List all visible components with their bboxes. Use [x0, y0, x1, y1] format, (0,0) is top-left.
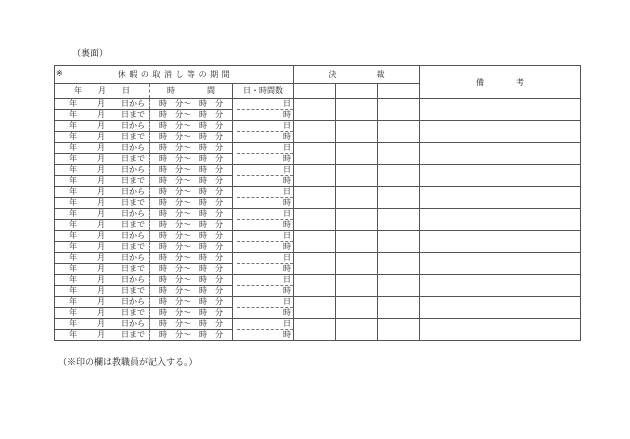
- day-from-label: 日から: [121, 297, 145, 306]
- date-cell[interactable]: [55, 187, 150, 198]
- time-range-cell[interactable]: 時 分～ 時 分: [150, 330, 233, 341]
- decision-cell[interactable]: [294, 99, 336, 121]
- remarks-cell[interactable]: [420, 297, 581, 319]
- decision-cell[interactable]: [294, 187, 336, 209]
- footnote: （※印の欄は教職員が記入する。）: [58, 358, 198, 368]
- decision-box-1[interactable]: [294, 84, 336, 99]
- table-row: [55, 253, 581, 264]
- table-row: [55, 165, 581, 176]
- day-from-label: 日から: [121, 165, 145, 174]
- time-range-cell[interactable]: 時 分～ 時 分: [150, 253, 233, 264]
- hour-count-cell[interactable]: 時: [233, 110, 294, 121]
- hour-count-cell[interactable]: 時: [233, 286, 294, 297]
- date-cell[interactable]: [55, 165, 150, 176]
- date-cell[interactable]: [55, 220, 150, 231]
- remarks-cell[interactable]: [420, 99, 581, 121]
- year-label: 年: [69, 242, 77, 251]
- time-range-cell[interactable]: 時 分～ 時 分: [150, 308, 233, 319]
- date-cell[interactable]: [55, 308, 150, 319]
- col-days: 日・時間数: [233, 84, 294, 99]
- day-to-label: 日まで: [121, 264, 145, 273]
- remarks-cell[interactable]: [420, 253, 581, 275]
- month-label: 月: [97, 297, 105, 306]
- year-label: 年: [69, 220, 77, 229]
- date-cell[interactable]: [55, 121, 150, 132]
- period-header: [55, 66, 294, 84]
- year-label: 年: [69, 143, 77, 152]
- date-cell[interactable]: [55, 253, 150, 264]
- month-label: 月: [97, 275, 105, 284]
- month-label: 月: [97, 143, 105, 152]
- date-cell[interactable]: [55, 154, 150, 165]
- date-cell[interactable]: [55, 231, 150, 242]
- date-cell[interactable]: [55, 198, 150, 209]
- day-from-label: 日から: [121, 231, 145, 240]
- day-from-label: 日から: [121, 319, 145, 328]
- month-label: 月: [97, 264, 105, 273]
- page-caption: （裏面）: [72, 49, 109, 59]
- time-range-cell[interactable]: 時 分～ 時 分: [150, 99, 233, 110]
- year-label: 年: [69, 297, 77, 306]
- decision-cell[interactable]: [378, 187, 420, 209]
- month-label: 月: [97, 198, 105, 207]
- decision-cell[interactable]: [294, 253, 336, 275]
- decision-cell[interactable]: [336, 143, 378, 165]
- month-label: 月: [97, 165, 105, 174]
- date-cell[interactable]: [55, 297, 150, 308]
- time-range-cell[interactable]: 時 分～ 時 分: [150, 297, 233, 308]
- day-count-cell[interactable]: 日: [233, 165, 294, 176]
- decision-cell[interactable]: [378, 231, 420, 253]
- hour-count-cell[interactable]: 時: [233, 220, 294, 231]
- month-label: 月: [97, 110, 105, 119]
- month-label: 月: [97, 319, 105, 328]
- decision-cell[interactable]: [294, 231, 336, 253]
- remarks-cell[interactable]: [420, 165, 581, 187]
- year-label: 年: [69, 209, 77, 218]
- month-label: 月: [97, 242, 105, 251]
- leave-cancellation-form: [54, 65, 581, 341]
- year-label: 年: [69, 231, 77, 240]
- time-range-cell[interactable]: 時 分～ 時 分: [150, 110, 233, 121]
- decision-cell[interactable]: [294, 165, 336, 187]
- table-row: [55, 275, 581, 286]
- hour-count-cell[interactable]: 時: [233, 242, 294, 253]
- decision-cell[interactable]: [378, 209, 420, 231]
- year-label: 年: [69, 308, 77, 317]
- month-label: 月: [97, 187, 105, 196]
- day-from-label: 日から: [121, 187, 145, 196]
- day-to-label: 日まで: [121, 330, 145, 339]
- date-cell[interactable]: [55, 209, 150, 220]
- date-cell[interactable]: [55, 176, 150, 187]
- hour-count-cell[interactable]: 時: [233, 264, 294, 275]
- decision-cell[interactable]: [378, 165, 420, 187]
- remarks-header: 備 考: [420, 66, 581, 99]
- decision-cell[interactable]: [378, 121, 420, 143]
- date-cell[interactable]: [55, 319, 150, 330]
- day-count-cell[interactable]: 日: [233, 143, 294, 154]
- time-range-cell[interactable]: 時 分～ 時 分: [150, 275, 233, 286]
- time-range-cell[interactable]: 時 分～ 時 分: [150, 220, 233, 231]
- decision-cell[interactable]: [336, 99, 378, 121]
- decision-cell[interactable]: [294, 297, 336, 319]
- date-cell[interactable]: [55, 275, 150, 286]
- month-label: 月: [97, 154, 105, 163]
- remarks-cell[interactable]: [420, 231, 581, 253]
- time-range-cell[interactable]: 時 分～ 時 分: [150, 165, 233, 176]
- day-to-label: 日まで: [121, 308, 145, 317]
- day-from-label: 日から: [121, 209, 145, 218]
- table-row: [55, 209, 581, 220]
- table-row: [55, 121, 581, 132]
- decision-cell[interactable]: [336, 297, 378, 319]
- table-row: [55, 143, 581, 154]
- day-from-label: 日から: [121, 99, 145, 108]
- decision-cell[interactable]: [336, 253, 378, 275]
- decision-cell[interactable]: [294, 209, 336, 231]
- year-label: 年: [69, 286, 77, 295]
- hour-count-cell[interactable]: 時: [233, 176, 294, 187]
- year-label: 年: [69, 275, 77, 284]
- time-range-cell[interactable]: 時 分～ 時 分: [150, 319, 233, 330]
- decision-cell[interactable]: [336, 275, 378, 297]
- year-label: 年: [69, 198, 77, 207]
- day-count-cell[interactable]: 日: [233, 297, 294, 308]
- decision-box-3[interactable]: [378, 84, 420, 99]
- table-row: [55, 187, 581, 198]
- year-label: 年: [69, 330, 77, 339]
- decision-header: 決 裁: [294, 66, 420, 84]
- day-count-cell[interactable]: 日: [233, 187, 294, 198]
- month-label: 月: [97, 231, 105, 240]
- decision-cell[interactable]: [378, 275, 420, 297]
- day-count-cell[interactable]: 日: [233, 231, 294, 242]
- year-label: 年: [69, 165, 77, 174]
- day-count-cell[interactable]: 日: [233, 99, 294, 110]
- decision-cell[interactable]: [378, 253, 420, 275]
- month-label: 月: [97, 253, 105, 262]
- month-label: 月: [97, 209, 105, 218]
- date-cell[interactable]: [55, 242, 150, 253]
- time-range-cell[interactable]: 時 分～ 時 分: [150, 154, 233, 165]
- time-range-cell[interactable]: 時 分～ 時 分: [150, 264, 233, 275]
- decision-cell[interactable]: [336, 121, 378, 143]
- period-title: 休 暇 の 取 消 し 等 の 期 間: [117, 70, 231, 79]
- day-count-cell[interactable]: 日: [233, 275, 294, 286]
- month-label: 月: [97, 330, 105, 339]
- time-range-cell[interactable]: 時 分～ 時 分: [150, 231, 233, 242]
- time-range-cell[interactable]: 時 分～ 時 分: [150, 121, 233, 132]
- table-row: [55, 99, 581, 110]
- date-cell[interactable]: [55, 132, 150, 143]
- day-from-label: 日から: [121, 253, 145, 262]
- remarks-cell[interactable]: [420, 121, 581, 143]
- day-to-label: 日まで: [121, 176, 145, 185]
- day-to-label: 日まで: [121, 220, 145, 229]
- month-label: 月: [97, 220, 105, 229]
- col-time: 時 間: [150, 84, 233, 99]
- decision-cell[interactable]: [378, 297, 420, 319]
- month-label: 月: [97, 132, 105, 141]
- decision-cell[interactable]: [294, 319, 336, 341]
- year-label: 年: [69, 187, 77, 196]
- day-from-label: 日から: [121, 275, 145, 284]
- year-label: 年: [69, 132, 77, 141]
- decision-cell[interactable]: [378, 143, 420, 165]
- date-cell[interactable]: [55, 330, 150, 341]
- day-to-label: 日まで: [121, 286, 145, 295]
- decision-cell[interactable]: [336, 165, 378, 187]
- decision-box-2[interactable]: [336, 84, 378, 99]
- time-range-cell[interactable]: 時 分～ 時 分: [150, 143, 233, 154]
- day-count-cell[interactable]: 日: [233, 209, 294, 220]
- hour-count-cell[interactable]: 時: [233, 132, 294, 143]
- year-label: 年: [69, 253, 77, 262]
- day-from-label: 日から: [121, 143, 145, 152]
- day-to-label: 日まで: [121, 110, 145, 119]
- month-label: 月: [97, 176, 105, 185]
- table-row: [55, 231, 581, 242]
- time-range-cell[interactable]: 時 分～ 時 分: [150, 176, 233, 187]
- remarks-cell[interactable]: [420, 209, 581, 231]
- date-cell[interactable]: [55, 99, 150, 110]
- day-count-cell[interactable]: 日: [233, 319, 294, 330]
- time-range-cell[interactable]: 時 分～ 時 分: [150, 286, 233, 297]
- hour-count-cell[interactable]: 時: [233, 330, 294, 341]
- day-count-cell[interactable]: 日: [233, 253, 294, 264]
- year-label: 年: [69, 121, 77, 130]
- day-to-label: 日まで: [121, 198, 145, 207]
- day-to-label: 日まで: [121, 132, 145, 141]
- time-range-cell[interactable]: 時 分～ 時 分: [150, 187, 233, 198]
- decision-cell[interactable]: [294, 121, 336, 143]
- date-cell[interactable]: [55, 143, 150, 154]
- date-cell[interactable]: [55, 110, 150, 121]
- decision-cell[interactable]: [294, 143, 336, 165]
- year-label: 年: [69, 176, 77, 185]
- remarks-cell[interactable]: [420, 187, 581, 209]
- time-range-cell[interactable]: 時 分～ 時 分: [150, 198, 233, 209]
- date-cell[interactable]: [55, 264, 150, 275]
- day-count-cell[interactable]: 日: [233, 121, 294, 132]
- year-label: 年: [69, 264, 77, 273]
- month-label: 月: [97, 286, 105, 295]
- month-label: 月: [97, 308, 105, 317]
- year-label: 年: [69, 110, 77, 119]
- month-label: 月: [97, 121, 105, 130]
- entry-rows: [55, 99, 581, 341]
- remarks-cell[interactable]: [420, 275, 581, 297]
- decision-cell[interactable]: [378, 319, 420, 341]
- table-row: [55, 319, 581, 330]
- hour-count-cell[interactable]: 時: [233, 154, 294, 165]
- decision-cell[interactable]: [336, 231, 378, 253]
- time-range-cell[interactable]: 時 分～ 時 分: [150, 242, 233, 253]
- decision-cell[interactable]: [378, 99, 420, 121]
- hour-count-cell[interactable]: 時: [233, 198, 294, 209]
- time-range-cell[interactable]: 時 分～ 時 分: [150, 209, 233, 220]
- decision-cell[interactable]: [336, 187, 378, 209]
- month-label: 月: [97, 99, 105, 108]
- mark-symbol: ※: [56, 69, 63, 78]
- year-label: 年: [69, 319, 77, 328]
- decision-cell[interactable]: [336, 319, 378, 341]
- day-to-label: 日まで: [121, 154, 145, 163]
- date-cell[interactable]: [55, 286, 150, 297]
- day-to-label: 日まで: [121, 242, 145, 251]
- hour-count-cell[interactable]: 時: [233, 308, 294, 319]
- day-from-label: 日から: [121, 121, 145, 130]
- year-label: 年: [69, 99, 77, 108]
- table-row: [55, 297, 581, 308]
- decision-cell[interactable]: [336, 209, 378, 231]
- year-label: 年: [69, 154, 77, 163]
- time-range-cell[interactable]: 時 分～ 時 分: [150, 132, 233, 143]
- remarks-cell[interactable]: [420, 319, 581, 341]
- remarks-cell[interactable]: [420, 143, 581, 165]
- decision-cell[interactable]: [294, 275, 336, 297]
- col-date: 年 月 日: [55, 84, 150, 99]
